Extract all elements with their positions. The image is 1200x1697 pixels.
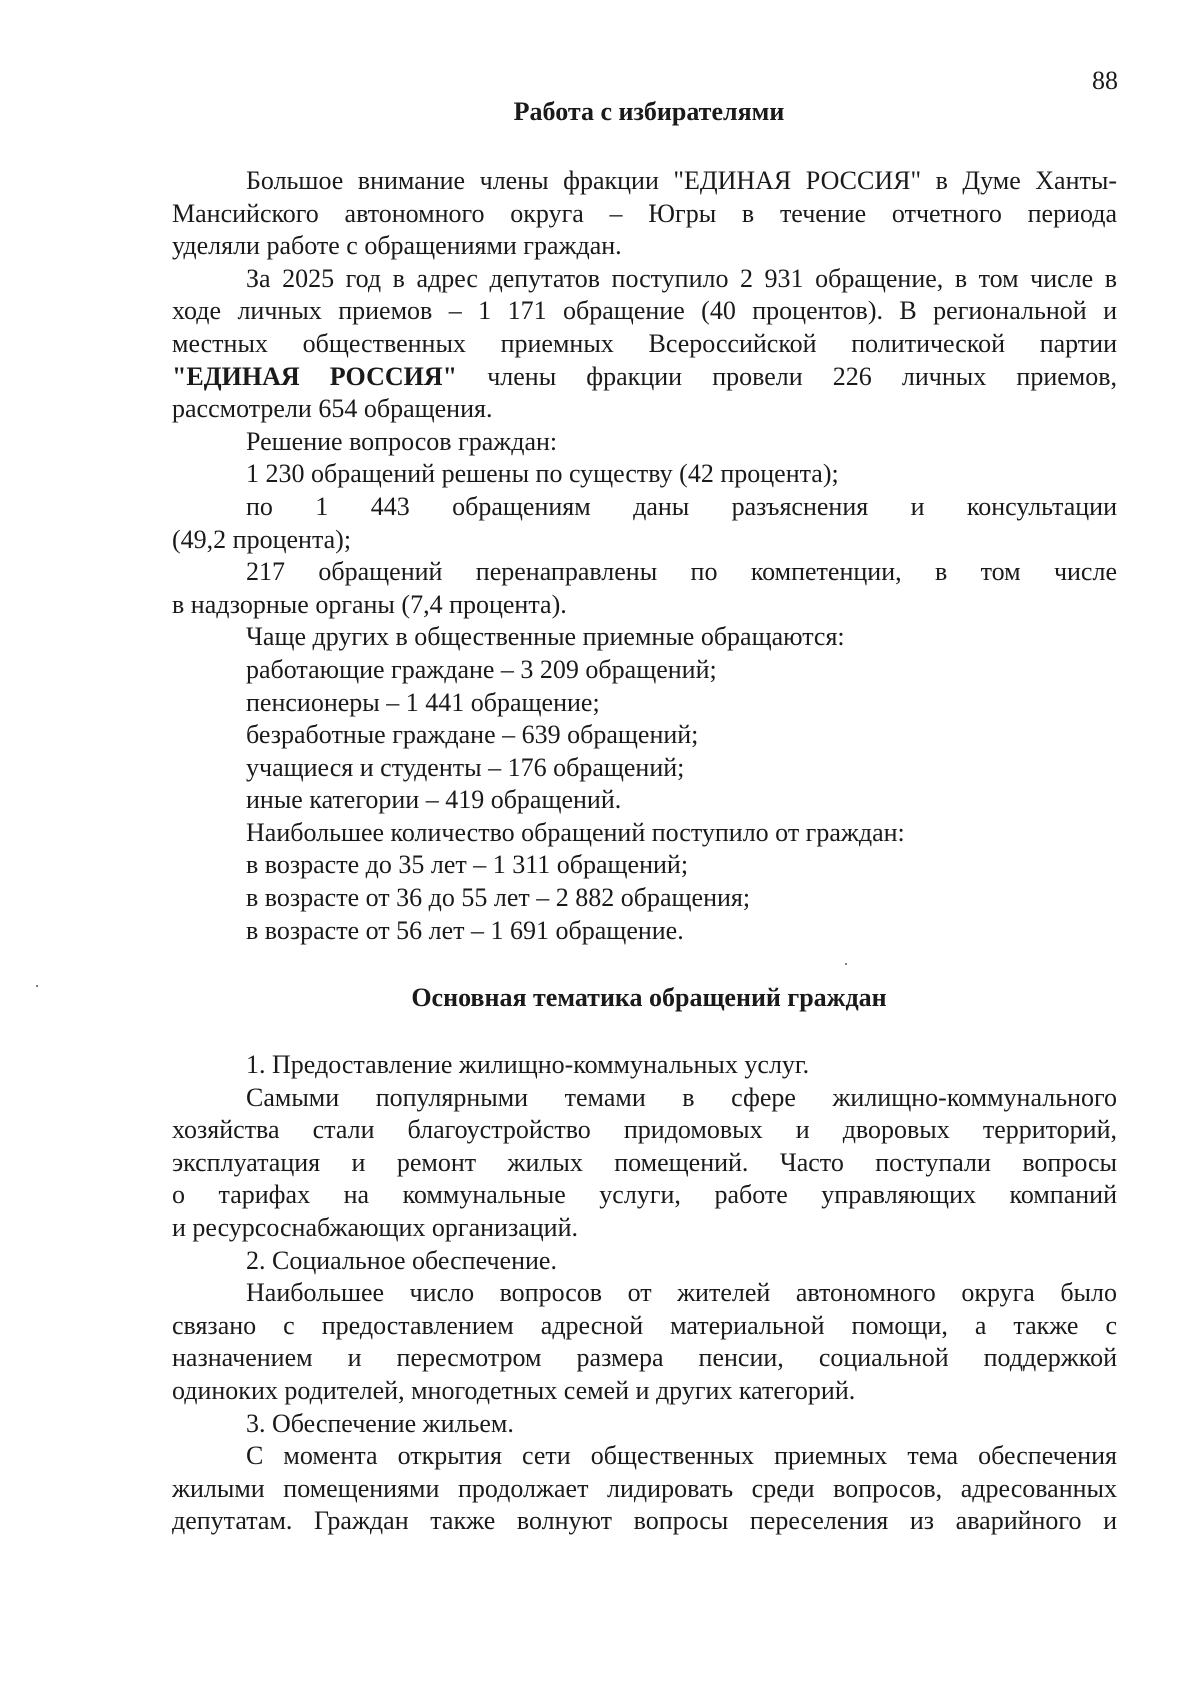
text-line: [172, 361, 1117, 394]
paragraph-explained: [172, 491, 1117, 556]
topic-heading-social-security: 2. Социальное обеспечение.: [246, 1245, 557, 1275]
topic-heading-housing-utilities: 1. Предоставление жилищно-коммунальных услуг.: [246, 1050, 810, 1079]
text-line: Самыми популярными темами в сфере жилищно-коммунального: [246, 1082, 1117, 1112]
text-line: одиноких родителей, многодетных семей и других категорий.: [172, 1375, 856, 1405]
list-item-age-under-35: в возрасте до 35 лет – 1 311 обращений;: [246, 850, 689, 880]
text-line: Мансийского автономного округа – Югры в течение отчетного периода: [172, 198, 1117, 228]
text-line: связано с предоставлением адресной материальной помощи, а также с: [172, 1310, 1117, 1340]
text-line: местных общественных приемных Всероссийской политической партии: [172, 328, 1117, 358]
text-line: С момента открытия сети общественных приемных тема обеспечения: [246, 1441, 1117, 1471]
section-topics-body: [172, 1049, 1117, 1538]
text-line: в надзорные органы (7,4 процента).: [172, 589, 567, 619]
paragraph-age-heading: Наибольшее количество обращений поступило от граждан:: [246, 817, 905, 847]
list-item-unemployed: безработные граждане – 639 обращений;: [246, 720, 699, 750]
scan-speck: [845, 963, 847, 965]
text-line: хозяйства стали благоустройство придомовых и дворовых территорий,: [172, 1115, 1117, 1145]
text-line: по 1 443 обращениям даны разъяснения и консультации: [246, 491, 1117, 521]
paragraph-redirected: [172, 556, 1117, 621]
text-line: эксплуатация и ремонт жилых помещений. Часто поступали вопросы: [172, 1147, 1117, 1177]
text-line: 217 обращений перенаправлены по компетенции, в том числе: [246, 557, 1117, 587]
section-title-topics: Основная тематика обращений граждан: [411, 983, 887, 1012]
paragraph-appeals-total: [172, 263, 1117, 426]
text-line: рассмотрели 654 обращения.: [172, 394, 493, 424]
section-title-voter-work: Работа с избирателями: [513, 97, 785, 126]
text-line: Большое внимание члены фракции "ЕДИНАЯ РОССИЯ" в Думе Ханты-: [246, 166, 1117, 195]
text-line: депутатам. Граждан также волнуют вопросы переселения из аварийного и: [172, 1506, 1117, 1536]
list-item-working: работающие граждане – 3 209 обращений;: [246, 654, 717, 684]
topic-body-social-security: [172, 1277, 1117, 1407]
text-line: Наибольшее число вопросов от жителей автономного округа было: [246, 1278, 1117, 1308]
paragraph-resolved: 1 230 обращений решены по существу (42 процента);: [246, 459, 839, 489]
page-number: 88: [1092, 66, 1118, 95]
list-item-students: учащиеся и студенты – 176 обращений;: [246, 752, 685, 782]
text-line: За 2025 год в адрес депутатов поступило 2 931 обращение, в том числе в: [246, 263, 1117, 293]
text-line: (49,2 процента);: [172, 524, 352, 554]
text-line: уделяли работе с обращениями граждан.: [172, 231, 622, 261]
section-voter-work-body: [172, 165, 1117, 947]
paragraph-frequent-heading: Чаще других в общественные приемные обращаются:: [246, 622, 845, 652]
paragraph-attention: [172, 165, 1117, 263]
party-name: "ЕДИНАЯ РОССИЯ": [172, 361, 458, 391]
text-line: и ресурсоснабжающих организаций.: [172, 1212, 579, 1242]
topic-body-housing-utilities: [172, 1082, 1117, 1245]
text-line: ходе личных приемов – 1 171 обращение (40 процентов). В региональной и: [172, 296, 1117, 326]
topic-heading-housing-provision: 3. Обеспечение жильем.: [246, 1408, 514, 1438]
text-fragment: члены фракции провели 226 личных приемов,: [457, 361, 1117, 391]
text-line: жилыми помещениями продолжает лидировать среди вопросов, адресованных: [172, 1473, 1117, 1503]
list-item-other: иные категории – 419 обращений.: [246, 785, 622, 815]
paragraph-resolution-heading: Решение вопросов граждан:: [246, 426, 558, 456]
text-line: о тарифах на коммунальные услуги, работе управляющих компаний: [172, 1180, 1117, 1210]
list-item-age-36-55: в возрасте от 36 до 55 лет – 2 882 обращения;: [246, 883, 751, 913]
text-line: назначением и пересмотром размера пенсии, социальной поддержкой: [172, 1343, 1117, 1373]
list-item-age-56-plus: в возрасте от 56 лет – 1 691 обращение.: [246, 915, 684, 945]
list-item-pensioners: пенсионеры – 1 441 обращение;: [246, 687, 600, 717]
topic-body-housing-provision: [172, 1440, 1117, 1538]
scan-speck: [36, 985, 38, 987]
